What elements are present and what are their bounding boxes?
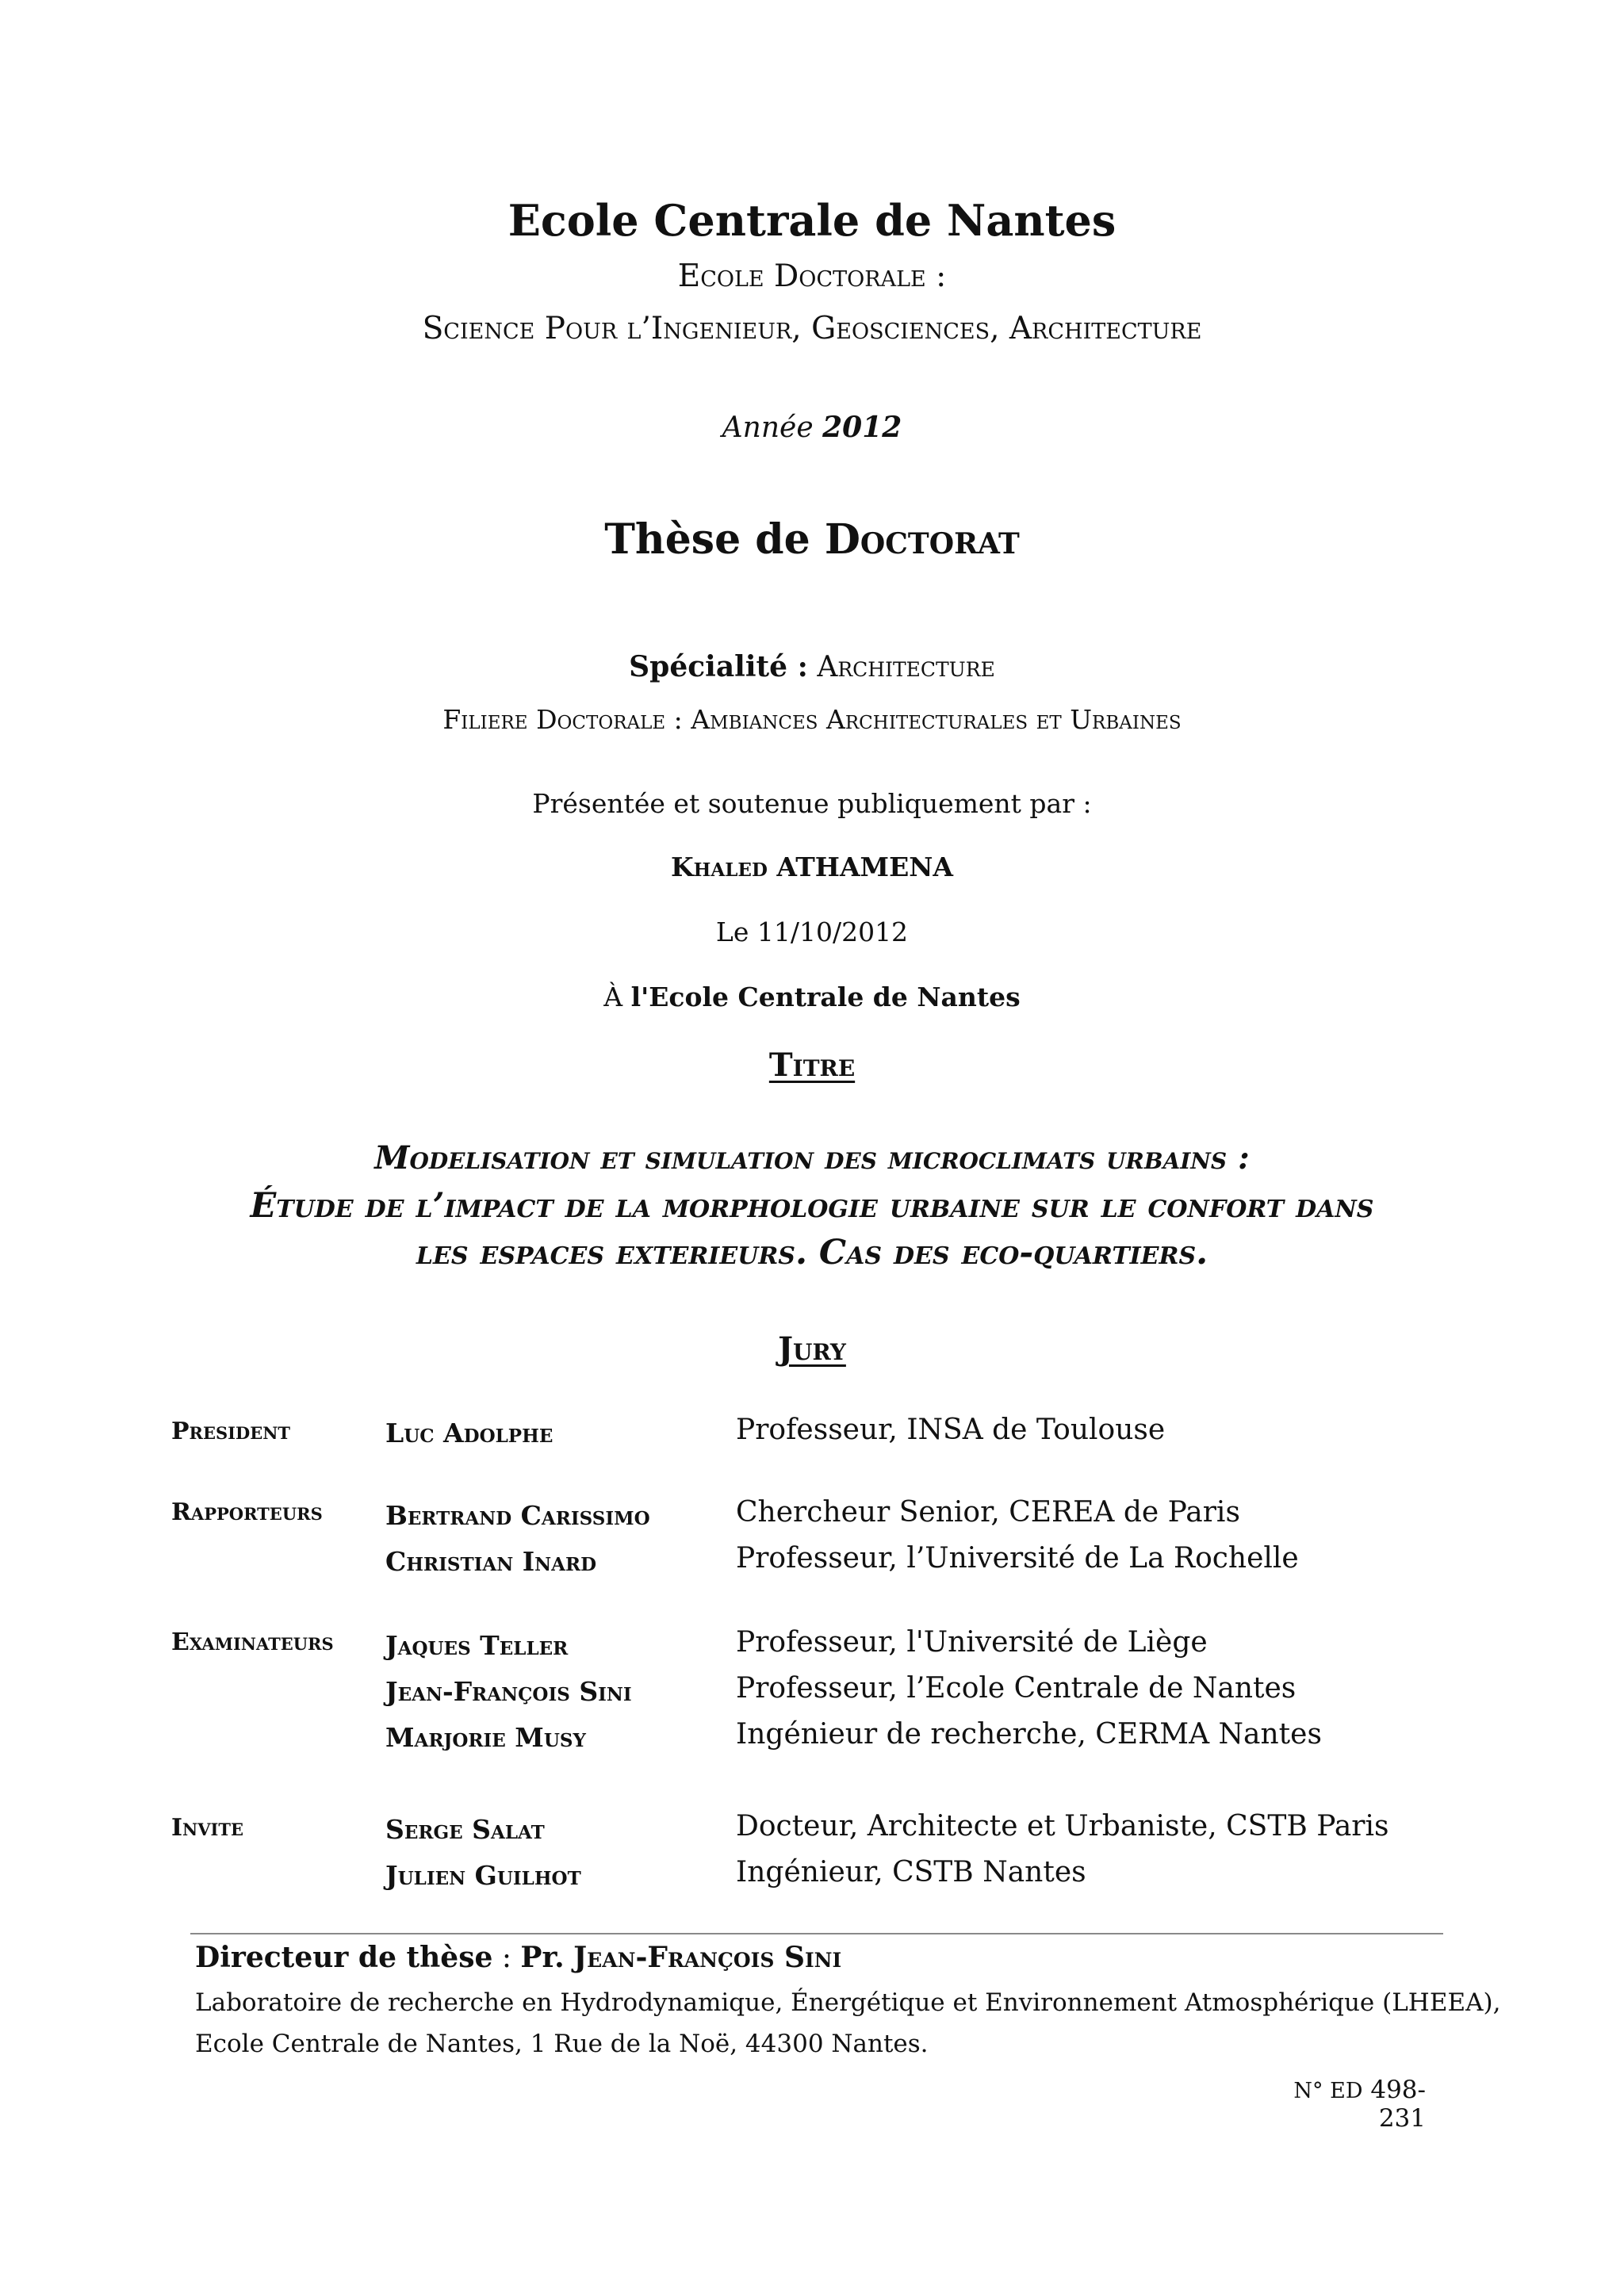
jury-heading: [0, 1330, 1624, 1368]
thesis-director-label: Directeur de thèse: [195, 1941, 493, 1974]
jury-member-name: Jean-François Sini: [385, 1676, 632, 1707]
laboratory-line-2: Ecole Centrale de Nantes, 1 Rue de la Noë, 44300 Nantes.: [195, 2030, 929, 2058]
defense-place-prefix: À: [603, 982, 623, 1012]
jury-member-affiliation: Professeur, INSA de Toulouse: [736, 1414, 1166, 1446]
thesis-heading-emph: Doctorat: [824, 515, 1020, 564]
jury-member-affiliation: Professeur, l'Université de Liège: [736, 1626, 1208, 1659]
ed-number-value: 498-231: [1370, 2076, 1426, 2133]
footer-divider: [190, 1933, 1443, 1934]
thesis-title-line-2: Étude de l’impact de la morphologie urbaine sur le confort dans: [250, 1186, 1374, 1226]
defense-date: Le 11/10/2012: [715, 916, 909, 947]
defense-place-name: l'Ecole Centrale de Nantes: [630, 982, 1021, 1012]
defense-place: [0, 982, 1624, 1012]
speciality-label: Spécialité :: [629, 650, 808, 683]
jury-role-examinateurs: Examinateurs: [171, 1628, 334, 1656]
author-last-name: ATHAMENA: [776, 851, 953, 882]
thesis-heading: [0, 515, 1624, 564]
speciality-line: [0, 650, 1624, 683]
jury-member-name: Julien Guilhot: [385, 1860, 581, 1891]
author-first-name: Khaled: [671, 851, 768, 882]
jury-member-affiliation: Chercheur Senior, CEREA de Paris: [736, 1496, 1240, 1529]
filiere-line: Filiere Doctorale : Ambiances Architecturales et Urbaines: [442, 704, 1182, 735]
thesis-title-line-1: Modelisation et simulation des microclimats urbains :: [374, 1139, 1250, 1177]
presented-by: Présentée et soutenue publiquement par :: [532, 788, 1092, 819]
year-line: [0, 411, 1624, 444]
thesis-heading-prefix: Thèse de: [604, 515, 810, 564]
title-heading-text: Titre: [768, 1047, 856, 1084]
jury-member-name: Bertrand Carissimo: [385, 1500, 650, 1531]
laboratory-line-1: Laboratoire de recherche en Hydrodynamique, Énergétique et Environnement Atmosphérique (LHEEA),: [195, 1988, 1501, 2017]
jury-member-affiliation: Docteur, Architecte et Urbaniste, CSTB Paris: [736, 1810, 1389, 1843]
jury-member-name: Christian Inard: [385, 1546, 597, 1577]
jury-role-invite: Invite: [171, 1814, 243, 1842]
thesis-director-name: Jean-François Sini: [573, 1941, 842, 1974]
ed-number: [1251, 2076, 1426, 2133]
jury-member-affiliation: Ingénieur de recherche, CERMA Nantes: [736, 1718, 1322, 1751]
doctoral-school-label: Ecole Doctorale :: [677, 258, 947, 294]
jury-member-name: Luc Adolphe: [385, 1418, 553, 1448]
thesis-director-line: [195, 1941, 841, 1974]
doctoral-school-name: Science Pour l’Ingenieur, Geosciences, Architecture: [422, 311, 1202, 346]
jury-member-name: Marjorie Musy: [385, 1722, 586, 1753]
jury-member-affiliation: Professeur, l’Ecole Centrale de Nantes: [736, 1672, 1297, 1705]
jury-member-affiliation: Ingénieur, CSTB Nantes: [736, 1856, 1086, 1888]
jury-member-affiliation: Professeur, l’Université de La Rochelle: [736, 1542, 1299, 1575]
thesis-director-title: Pr.: [520, 1941, 565, 1974]
jury-role-rapporteurs: Rapporteurs: [171, 1498, 323, 1526]
thesis-title-line-3: les espaces exterieurs. Cas des eco-quartiers.: [416, 1233, 1208, 1272]
speciality-value: Architecture: [817, 651, 995, 683]
ed-number-label: N° ED: [1293, 2079, 1363, 2103]
title-heading: [0, 1047, 1624, 1084]
school-name: Ecole Centrale de Nantes: [508, 195, 1116, 246]
jury-member-name: Jaques Teller: [385, 1630, 569, 1661]
jury-member-name: Serge Salat: [385, 1814, 545, 1845]
thesis-director-separator: :: [492, 1942, 521, 1974]
year-label: Année: [722, 411, 814, 444]
author-name: [0, 851, 1624, 882]
jury-role-president: President: [171, 1418, 291, 1445]
year-value: 2012: [822, 411, 902, 444]
jury-heading-text: Jury: [778, 1330, 846, 1368]
